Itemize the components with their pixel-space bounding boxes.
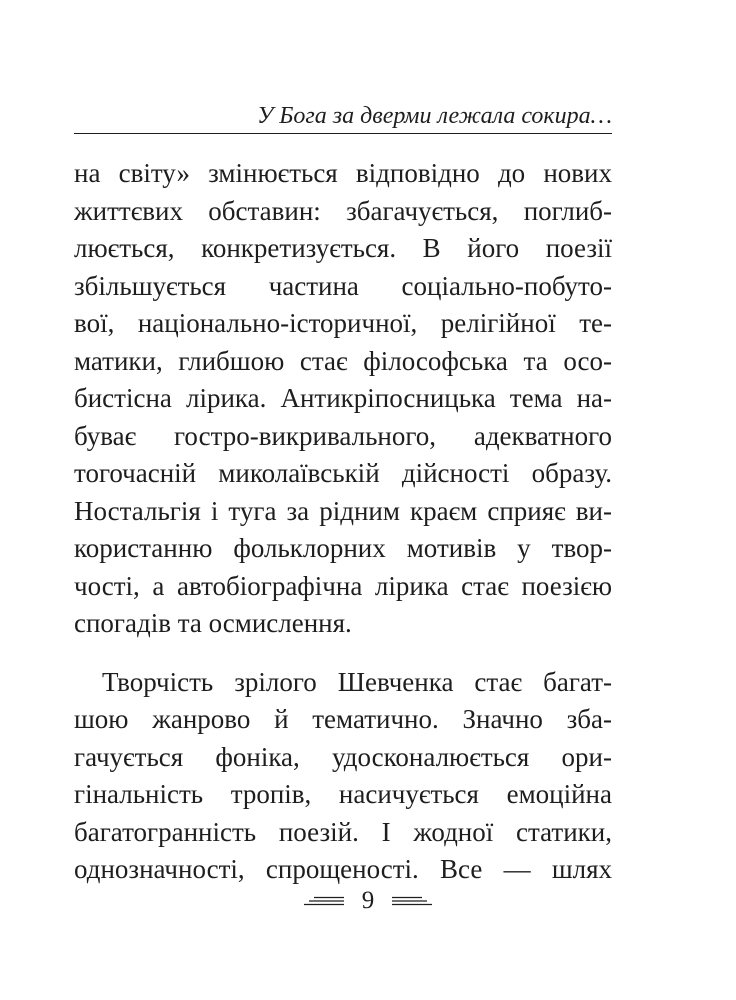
body-text [74, 155, 612, 889]
text-line: збільшується частина соціально-побуто- [74, 270, 612, 301]
text-line: тогочасній миколаївській дійсності образу. [74, 458, 612, 488]
text-line: однозначності, спрощеності. Все — шлях [74, 854, 612, 884]
paragraph-2 [74, 664, 612, 889]
paragraph-1 [74, 155, 612, 643]
text-line: життєвих обставин: збагачується, поглиб- [74, 195, 612, 226]
text-line: Творчість зрілого Шевченка стає багат- [102, 666, 612, 697]
header-rule [74, 133, 612, 134]
text-line: шою жанрово й тематично. Значно зба- [74, 704, 612, 734]
text-line: бистісна лірика. Антикріпосницька тема на- [74, 383, 612, 413]
running-header: У Бога за дверми лежала сокира… [257, 103, 612, 129]
text-line: Ностальгія і туга за рідним краєм сприяє ви- [74, 495, 612, 526]
text-line: гачується фоніка, удосконалюється ори- [74, 741, 612, 772]
text-line: користанню фольклорних мотивів у твор- [74, 533, 612, 563]
left-ornament-icon [304, 896, 344, 906]
paragraph-gap [74, 643, 612, 664]
page-footer [268, 883, 468, 919]
text-line: на світу» змінюється відповідно до нових [74, 158, 612, 188]
text-line: чості, а автобіографічна лірика стає поезією [74, 570, 612, 601]
text-line: багатогранність поезій. І жодної статики, [74, 816, 612, 847]
text-line: матики, глибшою стає філософська та осо- [74, 345, 612, 376]
text-line: буває гостро-викривального, адекватного [74, 420, 612, 451]
text-line: спогадів та осмислення. [74, 608, 352, 638]
right-ornament-icon [392, 896, 432, 906]
text-line: люється, конкретизується. В його поезії [74, 233, 612, 263]
text-line: гінальність тропів, насичується емоційна [74, 779, 612, 809]
text-line: вої, національно-історичної, релігійної те- [74, 308, 612, 338]
page-number: 9 [361, 887, 375, 914]
